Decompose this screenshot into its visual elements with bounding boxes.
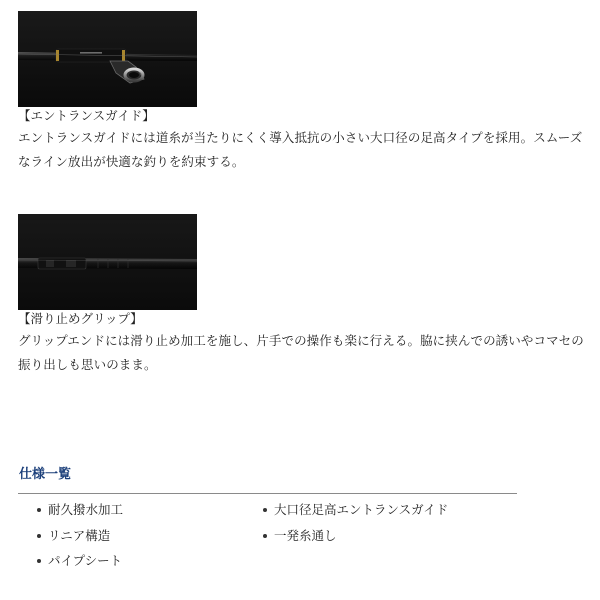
feature-anti-slip-grip	[18, 214, 588, 377]
feature-entrance-guide	[18, 11, 588, 174]
feature-title: 【エントランスガイド】	[18, 108, 155, 123]
spec-heading: 仕様一覧	[19, 467, 72, 482]
anti-slip-grip-photo	[18, 214, 197, 310]
spec-item: 一発糸通し	[244, 526, 504, 552]
bullet-icon	[263, 534, 267, 538]
spec-section	[18, 466, 518, 577]
bullet-icon	[263, 508, 267, 512]
feature-description: グリップエンドには滑り止め加工を施し、片手での操作も楽に行える。脇に挟んでの誘いやコマセの振り出しも思いのまま。	[18, 333, 584, 372]
spec-item: 大口径足高エントランスガイド	[244, 500, 504, 526]
bullet-icon	[37, 559, 41, 563]
spec-item: リニア構造	[18, 526, 244, 552]
bullet-icon	[37, 534, 41, 538]
feature-description: エントランスガイドには道糸が当たりにくく導入抵抗の小さい大口径の足高タイプを採用。スムーズなライン放出が快適な釣りを約束する。	[18, 130, 583, 169]
spec-item: パイプシート	[18, 551, 244, 577]
feature-title: 【滑り止めグリップ】	[18, 311, 143, 326]
entrance-guide-photo	[18, 11, 197, 107]
bullet-icon	[37, 508, 41, 512]
spec-list	[18, 500, 518, 577]
spec-divider	[18, 493, 517, 494]
spec-item: 耐久撥水加工	[18, 500, 244, 526]
